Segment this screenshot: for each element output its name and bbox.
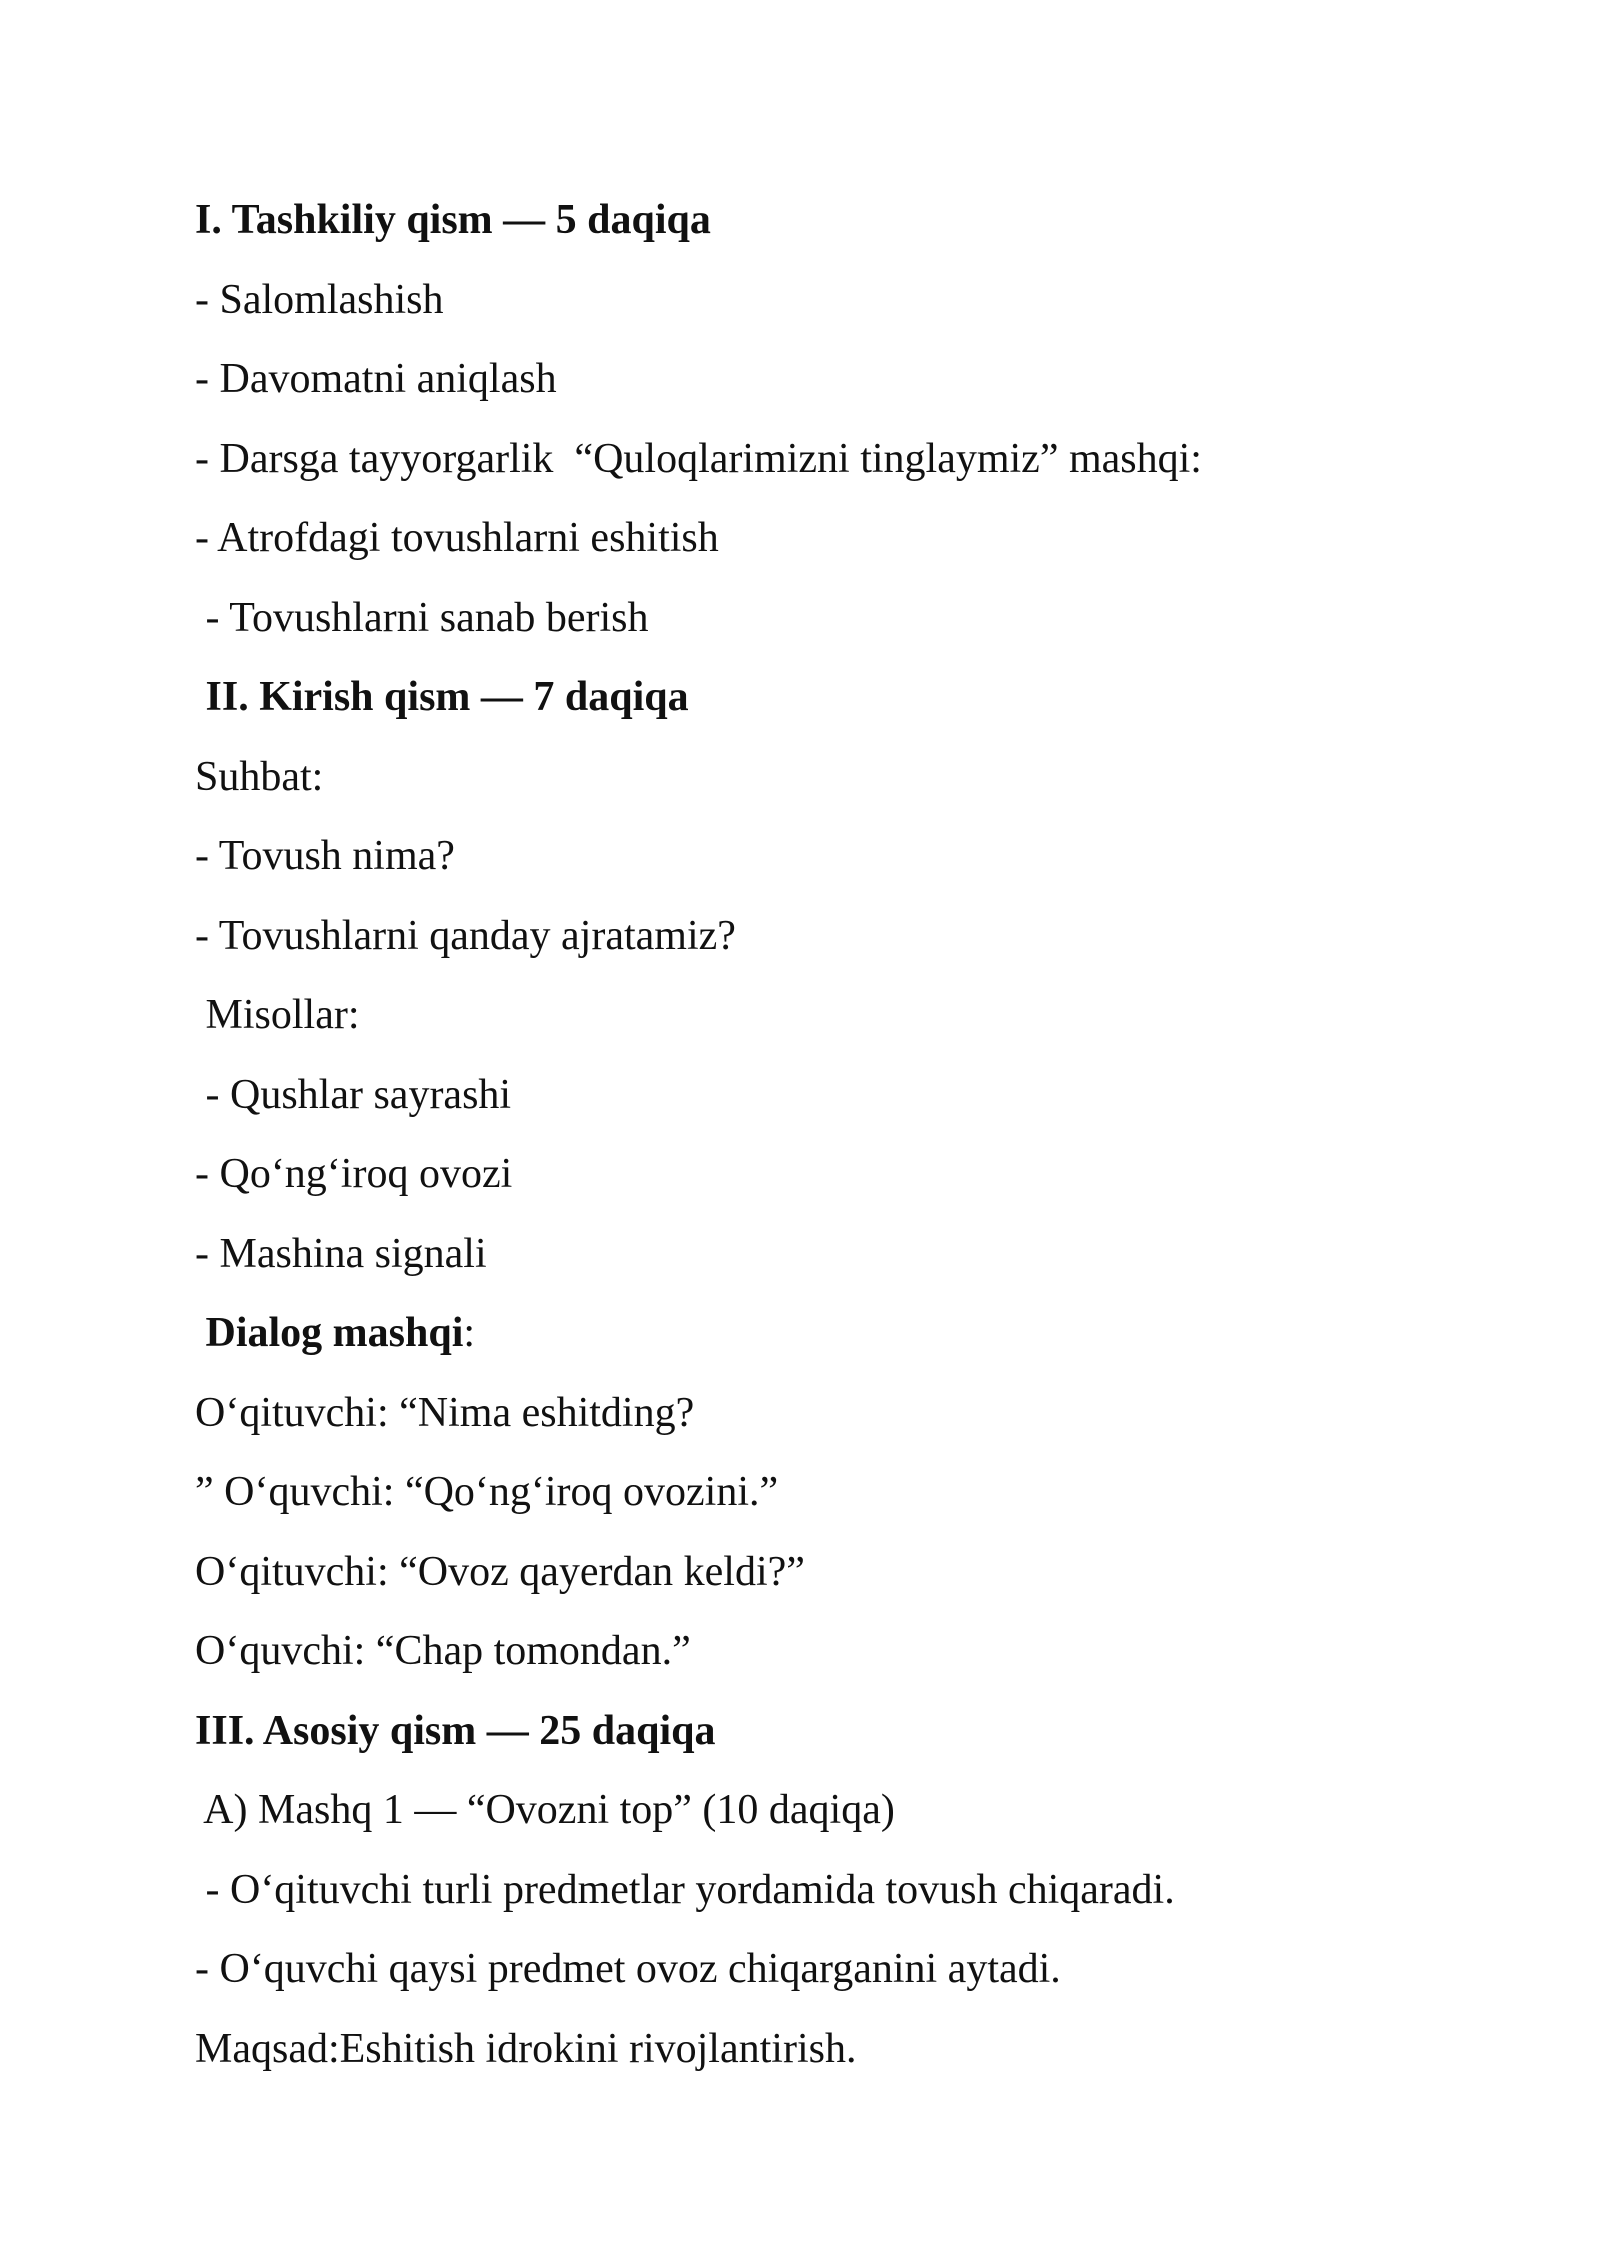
- dialog-heading: [195, 1305, 1445, 1385]
- list-item: - O‘quvchi qaysi predmet ovoz chiqarganini aytadi.: [195, 1946, 1061, 1992]
- document-body: [195, 192, 1445, 2100]
- list-item: - Darsga tayyorgarlik “Quloqlarimizni tinglaymiz” mashqi:: [195, 435, 1202, 482]
- section-heading-2: II. Kirish qism — 7 daqiqa: [195, 674, 689, 720]
- dialog-line: O‘qituvchi: “Ovoz qayerdan keldi?”: [195, 1548, 805, 1595]
- section-heading-1: I. Tashkiliy qism — 5 daqiqa: [195, 197, 711, 243]
- list-item: - O‘qituvchi turli predmetlar yordamida tovush chiqaradi.: [195, 1866, 1175, 1913]
- goal-line: Maqsad:Eshitish idrokini rivojlantirish.: [195, 2025, 857, 2072]
- list-item: - Tovushlarni sanab berish: [195, 594, 649, 641]
- exercise-title: A) Mashq 1 — “Ovozni top” (10 daqiqa): [195, 1787, 895, 1833]
- list-item: - Qo‘ng‘iroq ovozi: [195, 1151, 513, 1197]
- subheading-misollar: Misollar:: [195, 992, 360, 1038]
- list-item: - Qushlar sayrashi: [195, 1071, 512, 1118]
- dialog-heading-label: Dialog mashqi: [195, 1310, 464, 1356]
- dialog-line: O‘quvchi: “Chap tomondan.”: [195, 1628, 691, 1674]
- list-item: - Mashina signali: [195, 1230, 487, 1277]
- list-item: - Atrofdagi tovushlarni eshitish: [195, 515, 719, 561]
- dialog-line: ” O‘quvchi: “Qo‘ng‘iroq ovozini.”: [195, 1469, 779, 1515]
- section-heading-3: III. Asosiy qism — 25 daqiqa: [195, 1707, 716, 1754]
- dialog-line: O‘qituvchi: “Nima eshitding?: [195, 1389, 695, 1436]
- subheading-suhbat: Suhbat:: [195, 753, 324, 800]
- list-item: - Tovush nima?: [195, 833, 455, 879]
- list-item: - Salomlashish: [195, 276, 444, 323]
- list-item: - Tovushlarni qanday ajratamiz?: [195, 912, 736, 959]
- list-item: - Davomatni aniqlash: [195, 356, 557, 402]
- dialog-heading-colon: :: [463, 1310, 476, 1356]
